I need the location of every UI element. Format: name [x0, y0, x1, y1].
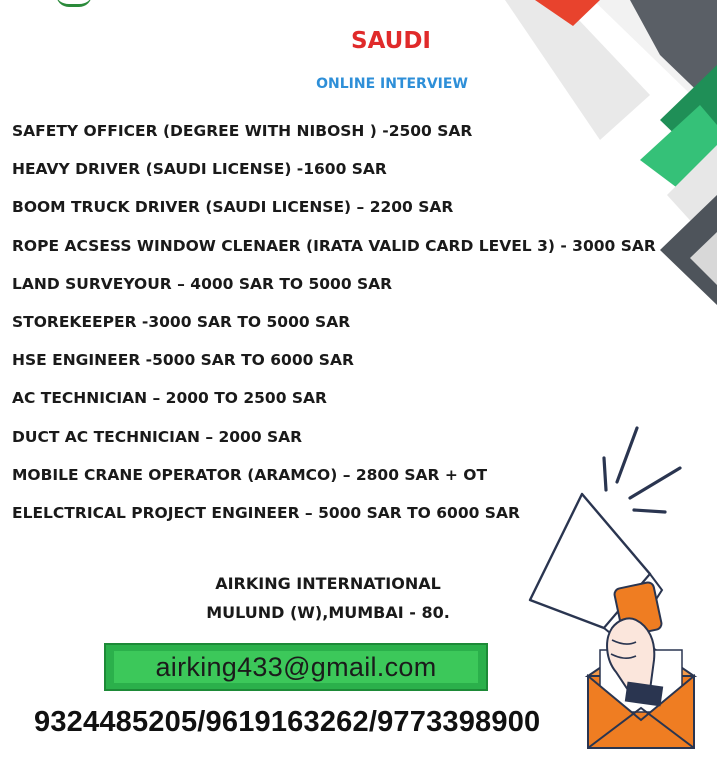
email-address[interactable]: airking433@gmail.com [114, 651, 478, 683]
job-item: LAND SURVEYOUR – 4000 SAR TO 5000 SAR [12, 274, 393, 293]
job-item: AC TECHNICIAN – 2000 TO 2500 SAR [12, 389, 327, 408]
page-subtitle: ONLINE INTERVIEW [316, 76, 468, 92]
job-item: MOBILE CRANE OPERATOR (ARAMCO) – 2800 SAR + OT [12, 465, 488, 484]
job-item: HSE ENGINEER -5000 SAR TO 6000 SAR [12, 351, 354, 370]
job-item: HEAVY DRIVER (SAUDI LICENSE) -1600 SAR [12, 160, 387, 179]
job-item: ROPE ACSESS WINDOW CLENAER (IRATA VALID CARD LEVEL 3) - 3000 SAR [12, 236, 656, 255]
company-address: MULUND (W),MUMBAI - 80. [206, 603, 450, 622]
sound-lines-icon [604, 428, 680, 512]
page-title: SAUDI [351, 28, 431, 54]
job-item: ELELCTRICAL PROJECT ENGINEER – 5000 SAR TO 6000 SAR [12, 503, 520, 522]
job-item: DUCT AC TECHNICIAN – 2000 SAR [12, 427, 303, 446]
phone-numbers[interactable]: 9324485205/9619163262/9773398900 [34, 706, 541, 738]
job-item: BOOM TRUCK DRIVER (SAUDI LICENSE) – 2200 SAR [12, 198, 454, 217]
job-item: SAFETY OFFICER (DEGREE WITH NIBOSH ) -2500 SAR [12, 122, 473, 140]
job-item: STOREKEEPER -3000 SAR TO 5000 SAR [12, 312, 351, 331]
company-name: AIRKING INTERNATIONAL [215, 574, 441, 593]
